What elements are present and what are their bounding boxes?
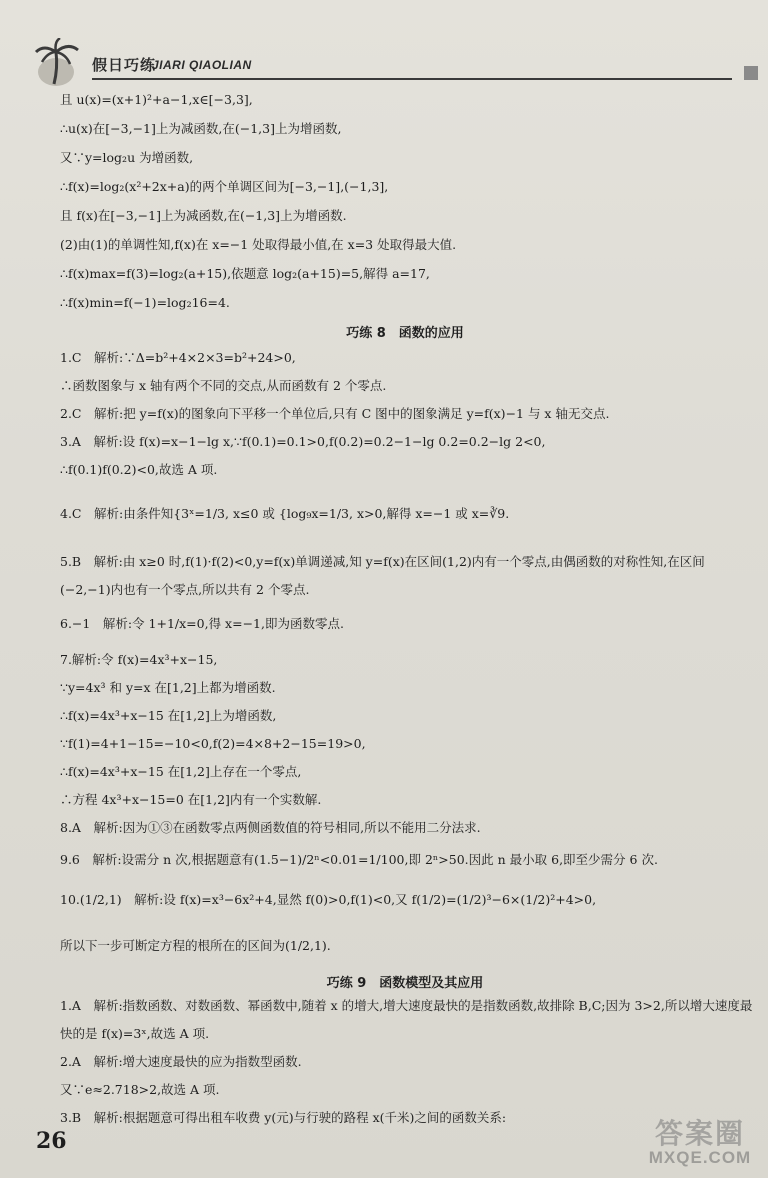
header-square-icon: [744, 66, 758, 80]
answer-line: ∴函数图象与 x 轴有两个不同的交点,从而函数有 2 个零点.: [60, 378, 387, 393]
answer-line: 1.A 解析:指数函数、对数函数、幂函数中,随着 x 的增大,增大速度最快的是指数函数,故排除 B,C;因为 3>2,所以增大速度最: [60, 998, 753, 1013]
answer-line: 3.A 解析:设 f(x)=x−1−lg x,∵f(0.1)=0.1>0,f(0.2)=0.2−1−lg 0.2=0.2−lg 2<0,: [60, 434, 546, 449]
answer-line: 8.A 解析:因为①③在函数零点两侧函数值的符号相同,所以不能用二分法求.: [60, 820, 481, 835]
answer-line: ∴方程 4x³+x−15=0 在[1,2]内有一个实数解.: [60, 792, 322, 807]
section-title-9: 巧练 9 函数模型及其应用: [326, 976, 484, 991]
text-line: ∴f(x)min=f(−1)=log₂16=4.: [60, 295, 230, 310]
palm-tree-logo-icon: [34, 38, 94, 88]
page-number: 26: [36, 1128, 67, 1154]
answer-line: 4.C 解析:由条件知{3ˣ=1/3, x≤0 或 {log₉x=1/3, x>0,解得 x=−1 或 x=∛9.: [60, 506, 510, 521]
text-line: ∴f(x)=log₂(x²+2x+a)的两个单调区间为[−3,−1],(−1,3],: [60, 179, 389, 194]
answer-line: 9.6 解析:设需分 n 次,根据题意有(1.5−1)/2ⁿ<0.01=1/100,即 2ⁿ>50.因此 n 最小取 6,即至少需分 6 次.: [60, 852, 658, 867]
answer-line: 3.B 解析:根据题意可得出租车收费 y(元)与行驶的路程 x(千米)之间的函数关系:: [60, 1110, 507, 1125]
answer-line: (−2,−1)内也有一个零点,所以共有 2 个零点.: [60, 582, 310, 597]
answer-line: 2.C 解析:把 y=f(x)的图象向下平移一个单位后,只有 C 图中的图象满足 y=f(x)−1 与 x 轴无交点.: [60, 406, 610, 421]
text-line: 且 u(x)=(x+1)²+a−1,x∈[−3,3],: [60, 92, 253, 107]
answer-line: 又∵e≈2.718>2,故选 A 项.: [60, 1082, 220, 1097]
answer-line: ∵f(1)=4+1−15=−10<0,f(2)=4×8+2−15=19>0,: [60, 736, 366, 751]
section-title-8: 巧练 8 函数的应用: [346, 326, 464, 341]
answer-line: 1.C 解析:∵Δ=b²+4×2×3=b²+24>0,: [60, 350, 296, 365]
brand-english: JIARI QIAOLIAN: [152, 58, 252, 72]
watermark-top-text: 答案圈: [654, 1117, 745, 1150]
answer-line: ∴f(0.1)f(0.2)<0,故选 A 项.: [60, 462, 218, 477]
brand-chinese: 假日巧练: [92, 56, 157, 74]
text-line: ∴u(x)在[−3,−1]上为减函数,在(−1,3]上为增函数,: [60, 121, 342, 136]
text-line: 且 f(x)在[−3,−1]上为减函数,在(−1,3]上为增函数.: [60, 208, 347, 223]
header-rule: [92, 78, 732, 80]
answer-line: 2.A 解析:增大速度最快的应为指数型函数.: [60, 1054, 302, 1069]
watermark: [640, 1112, 760, 1174]
text-line: (2)由(1)的单调性知,f(x)在 x=−1 处取得最小值,在 x=3 处取得最大值.: [60, 237, 457, 252]
answer-line: 5.B 解析:由 x≥0 时,f(1)·f(2)<0,y=f(x)单调递减,知 y=f(x)在区间(1,2)内有一个零点,由偶函数的对称性知,在区间: [60, 554, 705, 569]
answer-line: ∵y=4x³ 和 y=x 在[1,2]上都为增函数.: [60, 680, 276, 695]
answer-line: ∴f(x)=4x³+x−15 在[1,2]上存在一个零点,: [60, 764, 302, 779]
watermark-bottom-text: MXQE.COM: [648, 1148, 752, 1167]
answer-line: 10.(1/2,1) 解析:设 f(x)=x³−6x²+4,显然 f(0)>0,f(1)<0,又 f(1/2)=(1/2)³−6×(1/2)²+4>0,: [60, 892, 597, 907]
text-line: 又∵y=log₂u 为增函数,: [60, 150, 194, 165]
header: [34, 38, 764, 88]
answer-line: 6.−1 解析:令 1+1/x=0,得 x=−1,即为函数零点.: [60, 616, 344, 631]
answer-line: 所以下一步可断定方程的根所在的区间为(1/2,1).: [60, 938, 331, 953]
answer-line: ∴f(x)=4x³+x−15 在[1,2]上为增函数,: [60, 708, 277, 723]
answer-line: 7.解析:令 f(x)=4x³+x−15,: [60, 652, 218, 667]
answer-line: 快的是 f(x)=3ˣ,故选 A 项.: [60, 1026, 210, 1041]
text-line: ∴f(x)max=f(3)=log₂(a+15),依题意 log₂(a+15)=5,解得 a=17,: [60, 266, 430, 281]
